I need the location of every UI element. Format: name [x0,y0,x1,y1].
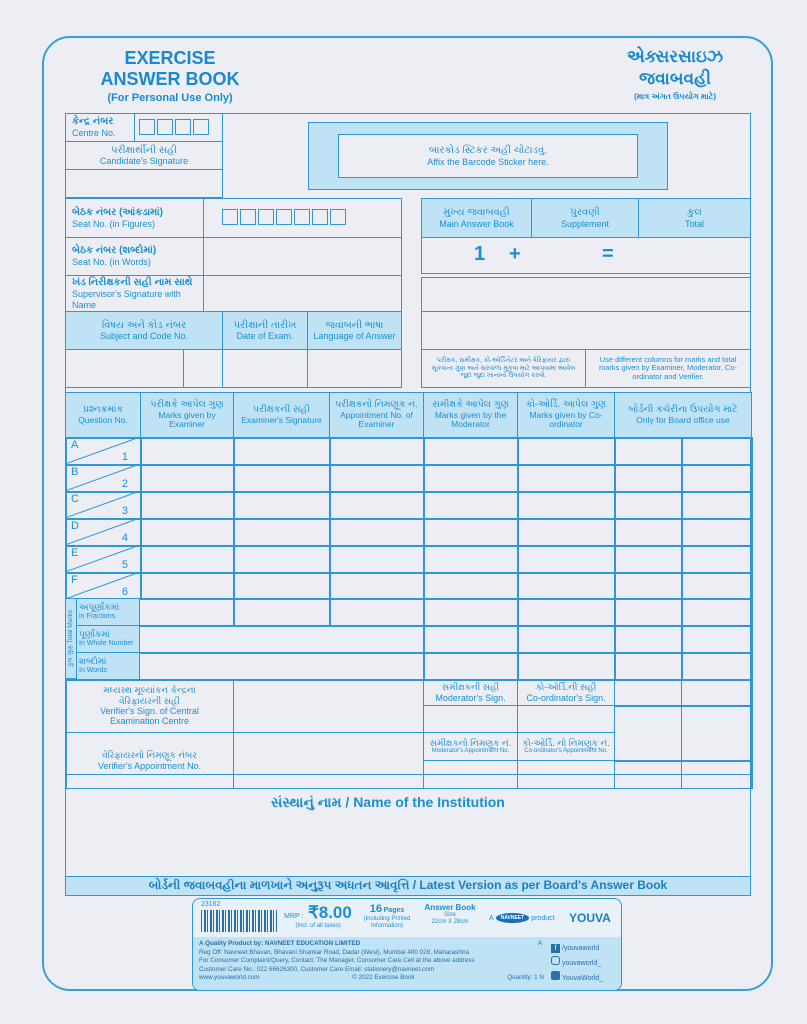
grid-line [751,437,753,789]
grid-line [65,464,751,466]
price-block: MRP : ₹8.00 (Incl. of all taxes) [284,903,352,930]
seat-figures-label: બેઠક નંબર (આંકડામાં) Seat No. (in Figures) [65,198,204,238]
words-label: શબ્દોમાં In Words [76,652,140,680]
subject-header: વિષય અને કોડ નંબર Subject and Code No. [65,311,223,350]
size-block: Answer Book Size 22cm X 28cm [424,903,476,926]
plus-sign: + [509,243,521,265]
verifier-appointment-label: વેરિફાયરનો નિમણૂક નંબર Verifier's Appointment No. [65,732,234,789]
youva-logo: YOUVA [569,911,611,925]
grid-line [614,437,616,679]
twitter-icon [551,971,560,980]
question-row-label: B 2 [65,464,140,491]
grid-line [423,437,425,679]
grid-line [65,572,751,574]
grid-line [517,437,519,679]
company-info: A Quality Product by: NAVNEET EDUCATION LIMITED A Reg Off: Navneet Bhavan, Bhavani Shankar Road, Dadar (West), Mumbai 400 028, Maharashtra For Consumer Complaint/Query, Contact: The Manager, Consumer Care Cell at the above address Customer Care No.: 022 66626300, Customer Care Email: stationery@navneet.com www.youvaworld.com © 2022 Exercise Book Quantity: 1 N f /youvaworld youvaworld_ YouvaWorld_ [193,937,622,991]
fractions-label: અપૂર્ણાંકમાં in Fractions [76,598,140,626]
grid-line [65,437,751,439]
column-header: સમીક્ષકે આપેલ ગુણ Marks given by the Moderator [423,392,518,438]
barcode-icon [201,910,277,932]
total-marks-field-2[interactable] [421,311,751,350]
question-row-label: E 5 [65,545,140,572]
grid-line [140,437,142,598]
coordinator-sign-field[interactable] [517,705,615,733]
facebook-link[interactable]: f /youvaworld [551,941,603,956]
question-row-label: C 3 [65,491,140,518]
note-gu: પરીક્ષક, સમીક્ષક, કો-ઓર્ડિનેટર અને વેરિફાયર દ્વારા મૂકવાના ગુણ અને સરવાળા મૂકવા માટે આપવામાં આવેલ જુદાં જુદાં ખાનાંનો ઉપયોગ કરવો. [421,349,586,388]
subject-field[interactable] [65,349,184,388]
seat-words-field[interactable] [203,237,402,276]
language-header: જવાબની ભાષા Language of Answer [307,311,402,350]
question-row-label: D 4 [65,518,140,545]
title-en: EXERCISE ANSWER BOOK (For Personal Use Only) [100,48,240,104]
date-field[interactable] [222,349,308,388]
grid-line [65,545,751,547]
grid-line [233,437,235,626]
title-gu: એક્સરસાઇઝ જવાબવહી (માત્ર અંગત ઉપયોગ માટે) [626,47,724,101]
centre-label: કેન્દ્ર નંબર Centre No. [65,113,135,142]
question-row-label: F 6 [65,572,140,599]
verifier-sign-label: મધ્યસ્થ મૂલ્યાંકન કેન્દ્રના વેરિફાયરની સહી Verifier's Sign. of Central Examination Centre [65,679,234,733]
total-marks-side-label: કુલ ગુણ Total Marks [65,598,77,679]
coordinator-appointment-field[interactable] [517,760,615,789]
coordinator-sign-label: કો-ઓર્ડિ.ની સહી Co-ordinator's Sign. [517,679,615,706]
whole-number-label: પૂર્ણાંકમાં In Whole Number [76,625,140,653]
note-en: Use different columns for marks and total marks given by Examiner, Moderator, Co-ordinator and Verifier. [585,349,751,388]
verifier-sign-field[interactable] [233,679,424,733]
product-info-box [192,898,622,991]
main-count: 1 [474,243,486,265]
candidate-signature-field[interactable] [65,169,223,198]
pages-block: 16 Pages (Including Printed Information) [363,903,411,929]
facebook-icon: f [551,944,560,953]
grid-line [65,652,751,654]
twitter-link[interactable]: YouvaWorld_ [551,971,603,986]
language-field[interactable] [307,349,402,388]
total-marks-field-1[interactable] [421,277,751,312]
barcode-sticker-box: બારકોડ સ્ટિકર અહીં ચોંટાડવું. Affix the Barcode Sticker here. [338,134,638,178]
grid-line [65,625,751,627]
column-header: પરીક્ષકે આપેલ ગુણ Marks given by Examiner [140,392,234,438]
instagram-icon [551,956,560,965]
column-header: પ્રશ્નક્રમાંક Question No. [65,392,141,438]
coordinator-appointment-label: કો-ઓર્ડિ. નો નિમણૂક નં. Co-ordinator's Appointment No. [517,732,615,761]
book-count-row [421,237,751,274]
board-use-cell-2 [681,679,751,789]
column-header: બોર્ડની કચેરીના ઉપયોગ માટે Only for Board office use [614,392,752,438]
navneet-logo: A NAVNEET product [489,914,555,922]
moderator-appointment-label: સમીક્ષકનો નિમણૂક નં. Moderator's Appointment No. [423,732,518,761]
grid-line [65,518,751,520]
product-code: 23162 [201,901,221,908]
verifier-appointment-field[interactable] [233,732,424,789]
supervisor-label: ખંડ નિરીક્ષકની સહી નામ સાથે Supervisor's Signature with Name [65,275,204,312]
supervisor-field[interactable] [203,275,402,312]
column-header: કો-ઓર્ડિ. આપેલ ગુણ Marks given by Co-ordinator [517,392,615,438]
grid-line [681,437,683,679]
date-header: પરીક્ષાની તારીખ Date of Exam. [222,311,308,350]
question-row-label: A 1 [65,437,140,464]
supplement-header: પુરવણી Supplement [531,198,639,238]
total-header: કુલ Total [638,198,751,238]
equals-sign: = [602,243,614,265]
latest-version-banner: બોર્ડની જવાબવહીના માળખાને અનુરૂપ અધતન આવૃત્તિ / Latest Version as per Board's Answer Book [65,876,751,896]
institution-label: સંસ્થાનું નામ / Name of the Institution [271,794,505,810]
grid-line [65,491,751,493]
candidate-signature[interactable]: પરીક્ષાર્થીની સહી Candidate's Signature [65,141,223,170]
seat-figures-boxes[interactable] [203,198,402,238]
main-book-header: મુખ્ય જવાબવહી Main Answer Book [421,198,532,238]
grid-line [65,598,751,600]
moderator-sign-label: સમીક્ષકની સહી Moderator's Sign. [423,679,518,706]
instagram-link[interactable]: youvaworld_ [551,956,603,971]
moderator-appointment-field[interactable] [423,760,518,789]
code-field[interactable] [183,349,223,388]
grid-line [329,437,331,626]
centre-no-boxes[interactable] [134,113,223,142]
column-header: પરીક્ષકની સહી Examiner's Signature [233,392,330,438]
column-header: પરીક્ષકનો નિમણૂક નં. Appointment No. of Examiner [329,392,424,438]
board-use-cell-1 [614,679,682,789]
moderator-sign-field[interactable] [423,705,518,733]
seat-words-label: બેઠક નંબર (શબ્દોમાં) Seat No. (in Words) [65,237,204,276]
institution-field[interactable] [65,788,751,877]
